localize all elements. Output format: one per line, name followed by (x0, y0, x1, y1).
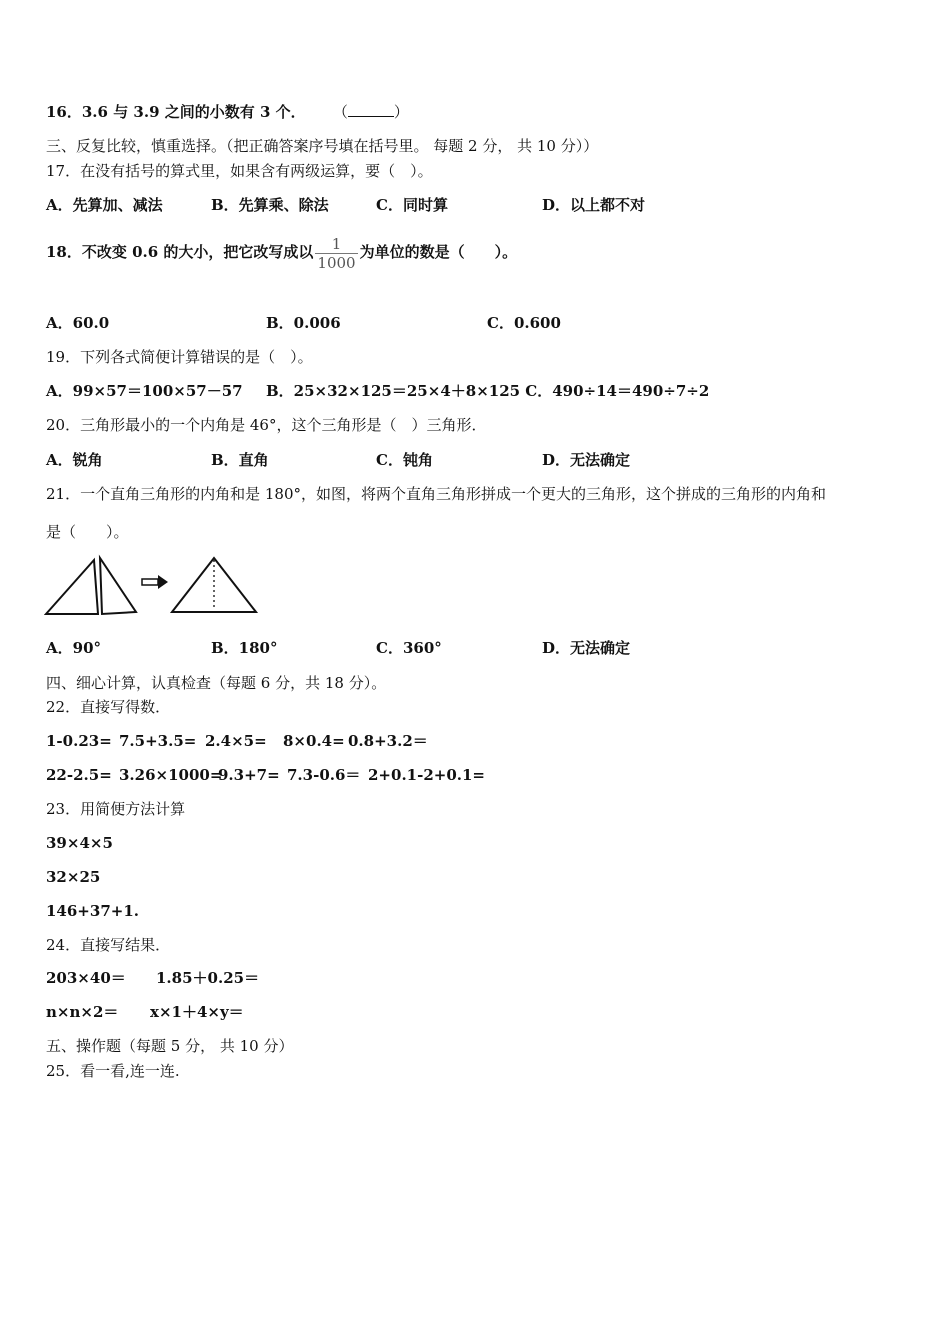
question-19: 19．下列各式简便计算错误的是（ ）。 (46, 348, 313, 366)
q20-option-c: C．钝角 (376, 451, 433, 469)
question-22: 22．直接写得数． (46, 698, 171, 716)
question-18: 18．不改变 0.6 的大小，把它改写成以 $\frac{1}{1000}$ 为单位的数是（ ）。 (46, 234, 518, 272)
q24-item: 203×40＝ (46, 969, 126, 987)
q22-r1-item: 0.8+3.2＝ (348, 732, 428, 750)
q22-r1-item: 2.4×5= (205, 732, 267, 750)
q22-r2-item: 7.3-0.6＝ (287, 766, 361, 784)
q17-option-c: C．同时算 (376, 196, 448, 214)
q18-option-c: C．0.600 (487, 314, 561, 332)
q18-option-a: A．60.0 (46, 314, 110, 332)
q24-item: n×n×2＝ (46, 1003, 119, 1021)
q22-r1-item: 7.5+3.5= (119, 732, 197, 750)
q21-option-a: A．90° (46, 639, 102, 657)
q21-option-b: B．180° (211, 639, 278, 657)
q23-item: 146+37+1. (46, 902, 139, 920)
question-20: 20．三角形最小的一个内角是 46°，这个三角形是（ ）三角形． (46, 416, 487, 434)
q18-option-b: B．0.006 (266, 314, 341, 332)
q21-option-c: C．360° (376, 639, 442, 657)
q17-option-d: D．以上都不对 (542, 196, 646, 214)
q20-option-b: B．直角 (211, 451, 269, 469)
q17-option-a: A．先算加、减法 (46, 196, 163, 214)
question-17: 17．在没有括号的算式里，如果含有两级运算，要（ ）。 (46, 162, 433, 180)
right-triangle-right (100, 558, 136, 614)
q22-r1-item: 1-0.23= (46, 732, 112, 750)
question-21-line2: 是（ ）。 (46, 523, 129, 541)
section-4-title: 四、细心计算，认真检查（每题 6 分，共 18 分）。 (46, 674, 387, 692)
q21-option-d: D．无法确定 (542, 639, 631, 657)
q22-r1-item: 8×0.4= (283, 732, 345, 750)
q19-option-a: A．99×57＝100×57－57 (46, 382, 243, 400)
q23-item: 32×25 (46, 868, 101, 886)
section-3-title: 三、反复比较，慎重选择。（把正确答案序号填在括号里。 每题 2 分， 共 10 分）） (46, 137, 599, 155)
q22-r2-item: 3.26×1000= (119, 766, 223, 784)
q17-option-b: B．先算乘、除法 (211, 196, 329, 214)
question-16: 16．3.6 与 3.9 之间的小数有 3 个． （ ） (46, 103, 409, 121)
right-triangle-left (46, 560, 98, 614)
question-25: 25．看一看,连一连. (46, 1062, 180, 1080)
question-23: 23．用简便方法计算 (46, 800, 186, 818)
answer-blank (348, 102, 394, 117)
q19-option-b-c: B．25×32×125＝25×4＋8×125 C．490÷14＝490÷7÷2 (266, 382, 710, 400)
arrow-icon (142, 575, 168, 589)
q23-item: 39×4×5 (46, 834, 113, 852)
section-5-title: 五、操作题（每题 5 分， 共 10 分） (46, 1037, 294, 1055)
triangles-figure (44, 554, 260, 618)
q22-r2-item: 9.3+7= (218, 766, 280, 784)
q20-option-a: A．锐角 (46, 451, 103, 469)
question-24: 24．直接写结果． (46, 936, 171, 954)
q22-r2-item: 2+0.1-2+0.1= (368, 766, 485, 784)
fraction: $\frac{1}{1000}$ (317, 234, 356, 272)
q24-item: 1.85＋0.25＝ (156, 969, 260, 987)
q24-item: x×1＋4×y＝ (150, 1003, 244, 1021)
q22-r2-item: 22-2.5= (46, 766, 112, 784)
question-21-line1: 21．一个直角三角形的内角和是 180°，如图，将两个直角三角形拼成一个更大的三角形，这个拼成的三角形的内角和 (46, 485, 826, 503)
q20-option-d: D．无法确定 (542, 451, 631, 469)
